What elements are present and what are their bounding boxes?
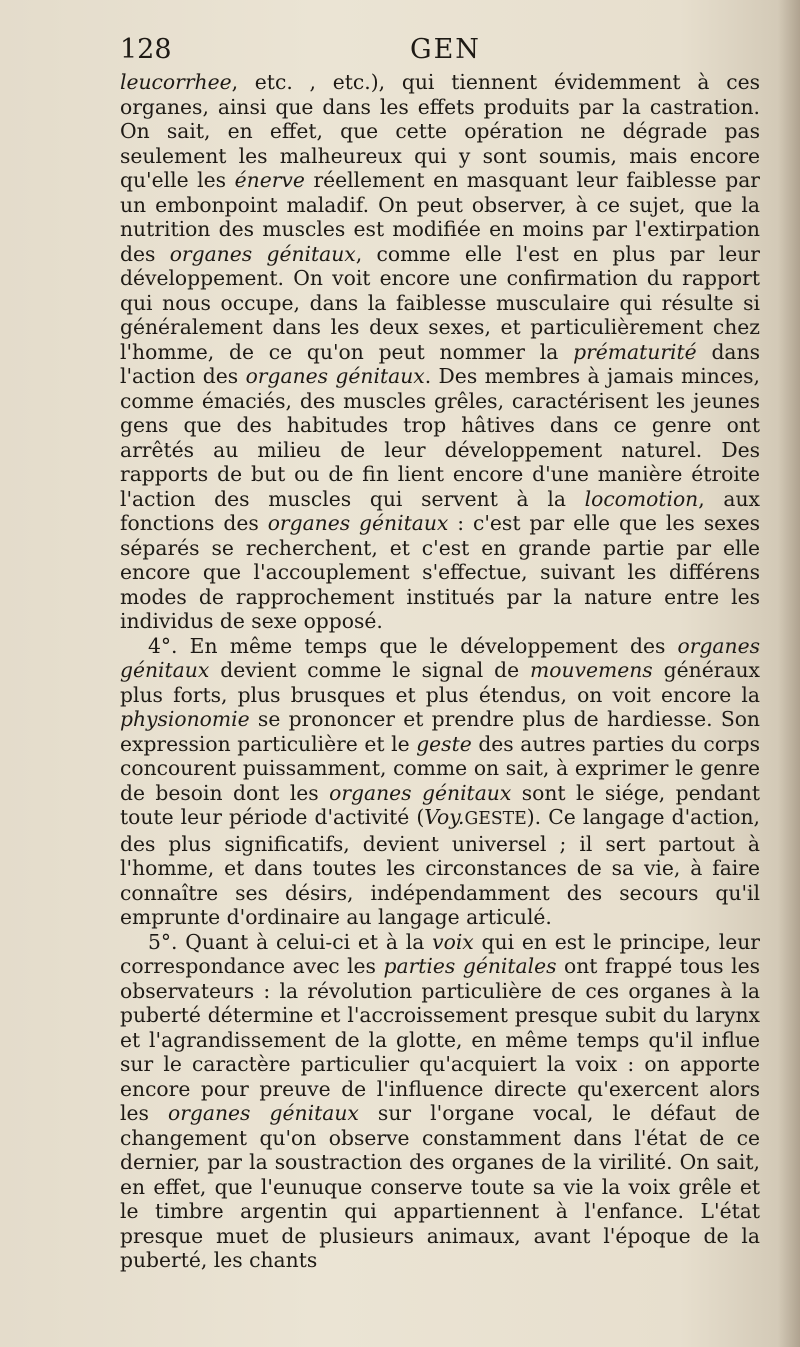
cross-reference: GESTE <box>464 809 527 829</box>
italic-term: organes génitaux <box>267 511 449 535</box>
page-header <box>120 30 760 70</box>
text-run: réellement en masquant leur faiblesse par un embonpoint maladif. On peut observer, à ce sujet, que la nutrition des muscles est modifiée en moins par l'extirpation des <box>120 168 760 266</box>
text-run: , etc. , etc.), qui tiennent évidemment à ces organes, ainsi que dans les effets produits par la castration. On sait, en effet, que cette opération ne dégrade pas seulement les malheureux qui y sont soumis, mais encore qu'elle les <box>120 70 760 192</box>
text-run: se prononcer et prendre plus de hardiesse. Son expression particulière et le <box>120 707 760 756</box>
paragraph-2 <box>120 634 760 930</box>
text-run: 5°. Quant à celui-ci et à la <box>148 929 433 954</box>
text-run: devient comme le signal de <box>209 658 531 682</box>
body-text <box>120 70 760 1273</box>
italic-term: organes génitaux <box>169 241 356 266</box>
italic-term: mouvemens <box>530 658 653 682</box>
text-run: , aux fonctions des <box>120 486 760 535</box>
italic-term: organes génitaux <box>245 364 425 388</box>
text-run: qui en est le principe, leur correspondance avec les <box>120 929 760 978</box>
italic-term: leucorrhee <box>120 70 232 94</box>
running-head: GEN <box>410 34 481 65</box>
text-run: . Des membres à jamais minces, comme émaciés, des muscles grêles, caractérisent les jeunes gens que des habitudes trop hâtives dans ce genre ont arrêtés au milieu de leur développement naturel. Des rapports de but ou de fin lient encore d'une manière étroite l'action des muscles qui servent à la <box>120 364 760 511</box>
text-run: généraux plus forts, plus brusques et plus étendus, on voit encore la <box>120 658 760 707</box>
italic-term: énerve <box>234 168 305 192</box>
text-run: ont frappé tous les observateurs : la révolution particulière de ces organes à la puberté détermine et l'accroissement presque subit du larynx et l'agrandissement de la glotte, en même temps qu'il influe sur le caractère particulier qu'acquiert la voix : on apporte encore pour preuve de l'influence directe qu'exercent alors les <box>120 954 761 1125</box>
text-run: sur l'organe vocal, le défaut de changement qu'on observe constamment dans l'état de ce dernier, par la soustraction des organes de la virilité. On sait, en effet, que l'eunuque conserve toute sa vie la voix grêle et le timbre argentin qui appartiennent à l'enfance. L'état presque muet de plusieurs animaux, avant l'époque de la puberté, les chants <box>120 1101 760 1272</box>
italic-term: voix <box>432 929 474 954</box>
italic-term: Voy. <box>424 805 465 829</box>
text-run: , comme elle l'est en plus par leur développement. On voit encore une confirmation du rapport qui nous occupe, dans la faiblesse musculaire qui résulte si généralement dans les deux sexes, et particulièrement chez l'homme, de ce qu'on peut nommer la <box>120 241 760 364</box>
italic-term: parties génitales <box>383 954 557 978</box>
italic-term: geste <box>416 731 472 756</box>
text-run: ). Ce langage d'action, des plus significatifs, devient universel ; il sert partout à l'homme, et dans toutes les circonstances de sa vie, à faire connaître ses désirs, indépendamment des secours qu'il emprunte d'ordinaire au langage articulé. <box>120 805 760 929</box>
italic-term: organes génitaux <box>168 1101 359 1125</box>
text-run: des autres parties du corps concourent puissamment, comme on sait, à exprimer le genre de besoin dont les <box>120 731 760 805</box>
text-run: 4°. En même temps que le développement des <box>148 633 678 658</box>
italic-term: organes génitaux <box>120 633 760 682</box>
paragraph-1 <box>120 70 760 634</box>
italic-term: locomotion <box>584 486 699 511</box>
text-run: : c'est par elle que les sexes séparés se recherchent, et c'est en grande partie par elle encore que l'accouplement s'effectue, suivant les différens modes de rapprochement institués par la nature entre les individus de sexe opposé. <box>120 511 760 633</box>
text-run: dans l'action des <box>120 339 760 388</box>
page-number: 128 <box>120 34 172 65</box>
page-edge-shadow <box>778 0 800 1347</box>
italic-term: organes génitaux <box>329 780 512 805</box>
italic-term: prématurité <box>573 339 697 364</box>
paragraph-3 <box>120 930 760 1273</box>
italic-term: physionomie <box>120 707 250 731</box>
text-run: sont le siége, pendant toute leur période d'activité ( <box>120 780 760 829</box>
